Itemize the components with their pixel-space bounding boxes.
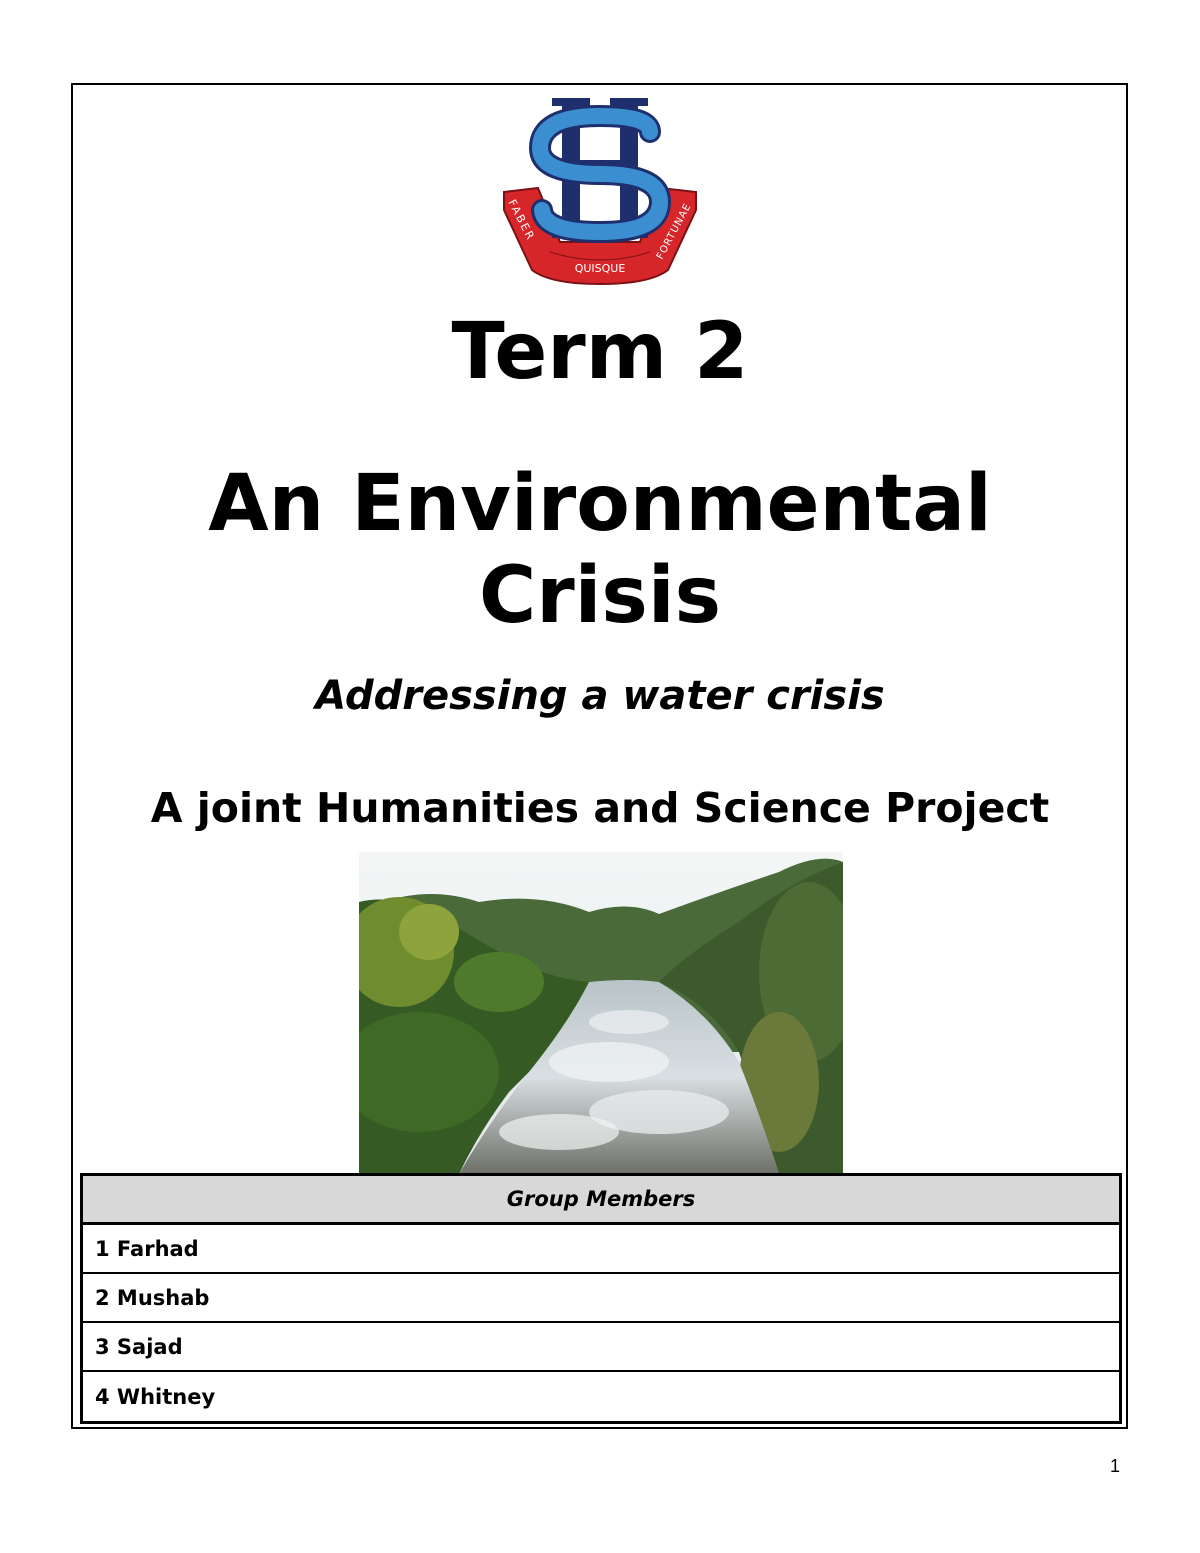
member-row: 3 Sajad [83, 1323, 1119, 1372]
main-title [0, 458, 1200, 642]
group-members-header: Group Members [83, 1176, 1119, 1225]
motto-left: FABER [505, 197, 538, 244]
main-title-line-2: Crisis [478, 551, 722, 641]
member-row: 1 Farhad [83, 1225, 1119, 1274]
school-crest-logo [500, 92, 700, 288]
member-row: 2 Mushab [83, 1274, 1119, 1323]
group-members-table [80, 1173, 1122, 1424]
member-row: 4 Whitney [95, 1384, 216, 1409]
main-title-line-1: An Environmental [208, 459, 992, 549]
motto-center: QUISQUE [574, 262, 626, 275]
river-photo [359, 852, 843, 1174]
term-heading: Term 2 [451, 307, 749, 397]
page-number: 1 [1110, 1456, 1121, 1476]
motto-right: FORTUNAE [654, 201, 694, 262]
project-heading: A joint Humanities and Science Project [150, 784, 1050, 832]
subtitle: Addressing a water crisis [315, 673, 885, 719]
